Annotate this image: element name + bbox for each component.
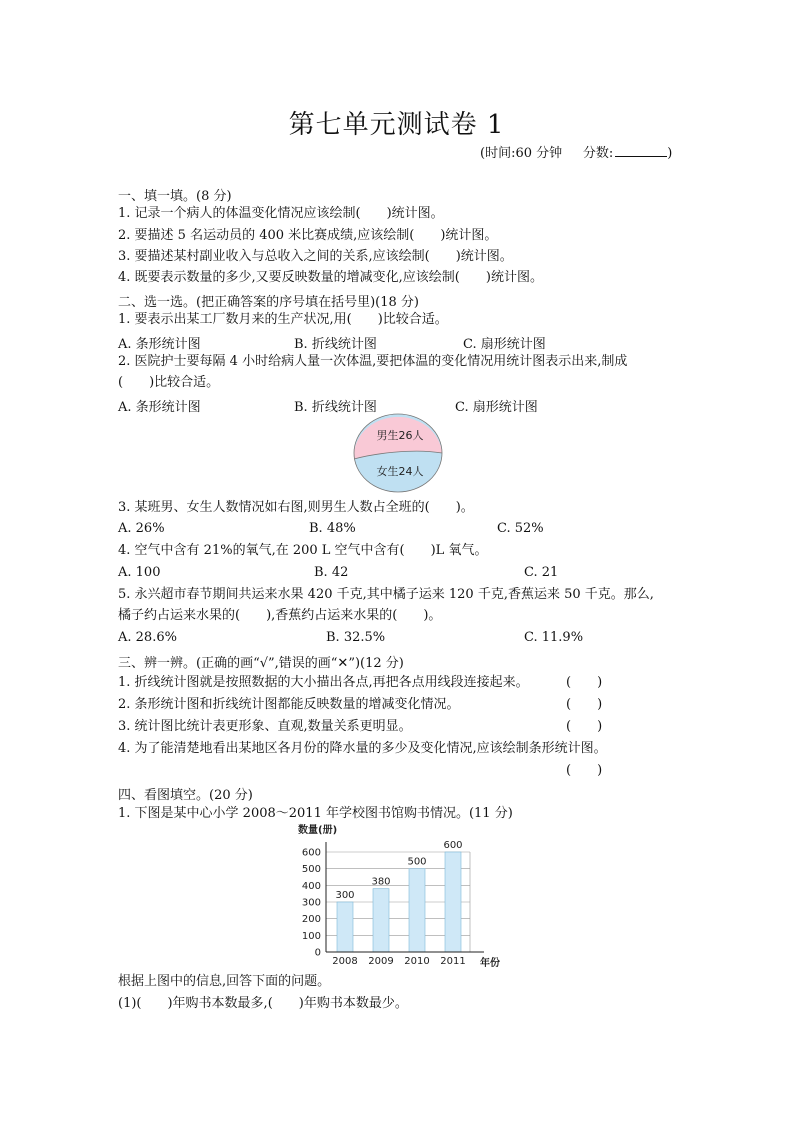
bar-value-label: 300	[335, 890, 355, 901]
exam-meta	[480, 142, 672, 161]
s2-q1-option-a: A. 条形统计图	[118, 337, 201, 352]
s2-q2-option-b: B. 折线统计图	[294, 400, 377, 415]
s2-q5-text-1: 5. 永兴超市春节期间共运来水果 420 千克,其中橘子运来 120 千克,香蕉运来 50 千克。那么,	[118, 587, 654, 602]
y-tick-label: 100	[301, 930, 321, 942]
y-tick-label: 300	[301, 897, 321, 909]
s2-q3-option-b: B. 48%	[309, 521, 356, 536]
bar-2008	[337, 902, 353, 952]
s2-q1-option-c: C. 扇形统计图	[463, 337, 546, 352]
book-purchase-bar-chart	[290, 820, 510, 972]
score-label: 分数:	[582, 146, 614, 161]
time-label: (时间:60 分钟	[480, 146, 563, 161]
x-tick-label: 2008	[332, 956, 358, 967]
x-tick-label: 2010	[404, 956, 430, 967]
s2-q5-option-a: A. 28.6%	[118, 630, 177, 645]
s4-after-text: 根据上图中的信息,回答下面的问题。	[118, 974, 331, 989]
s3-item-1-paren[interactable]: ( )	[566, 675, 603, 690]
s3-item-4: 4. 为了能清楚地看出某地区各月份的降水量的多少及变化情况,应该绘制条形统计图。	[118, 741, 607, 756]
s2-q2-text-2: ( )比较合适。	[118, 375, 220, 390]
s2-q4-option-c: C. 21	[524, 565, 559, 580]
gender-pie-chart	[352, 412, 444, 494]
s2-q4-option-a: A. 100	[118, 565, 161, 580]
s2-q2-text-1: 2. 医院护士要每隔 4 小时给病人量一次体温,要把体温的变化情况用统计图表示出来,制成	[118, 354, 628, 369]
s1-item-3: 3. 要描述某村副业收入与总收入之间的关系,应该绘制( )统计图。	[118, 249, 513, 264]
s3-item-2: 2. 条形统计图和折线统计图都能反映数量的增减变化情况。	[118, 697, 460, 712]
pie-label-boys: 男生26人	[376, 429, 424, 442]
meta-close: )	[667, 146, 673, 161]
section-1-heading: 一、填一填。(8 分)	[118, 189, 232, 204]
y-tick-label: 200	[301, 914, 321, 926]
y-tick-label: 500	[301, 864, 321, 876]
bar-value-label: 380	[371, 876, 391, 888]
y-tick-label: 0	[314, 947, 321, 959]
s1-item-1: 1. 记录一个病人的体温变化情况应该绘制( )统计图。	[118, 206, 444, 221]
s2-q3-text: 3. 某班男、女生人数情况如右图,则男生人数占全班的( )。	[118, 500, 474, 515]
bar-value-label: 500	[407, 856, 427, 868]
y-tick-label: 400	[301, 880, 321, 892]
s2-q5-option-c: C. 11.9%	[524, 630, 584, 645]
y-axis-label: 数量(册)	[298, 825, 338, 836]
s3-item-3: 3. 统计图比统计表更形象、直观,数量关系更明显。	[118, 719, 412, 734]
s4-q1-text: 1. 下图是某中心小学 2008～2011 年学校图书馆购书情况。(11 分)	[118, 806, 513, 821]
s3-item-3-paren[interactable]: ( )	[566, 719, 603, 734]
bar-2009	[373, 889, 389, 952]
x-tick-label: 2011	[440, 956, 466, 967]
bar-2011	[445, 852, 461, 952]
s4-sub1-text: (1)( )年购书本数最多,( )年购书本数最少。	[118, 996, 408, 1011]
x-tick-label: 2009	[368, 956, 394, 967]
pie-label-girls: 女生24人	[376, 465, 424, 478]
x-axis-label: 年份	[480, 958, 500, 969]
page-title: 第七单元测试卷 1	[288, 110, 505, 140]
s2-q1-text: 1. 要表示出某工厂数月来的生产状况,用( )比较合适。	[118, 312, 448, 327]
s2-q5-text-2: 橘子约占运来水果的( ),香蕉约占运来水果的( )。	[118, 608, 442, 623]
s2-q1-option-b: B. 折线统计图	[294, 337, 377, 352]
s2-q2-option-c: C. 扇形统计图	[455, 400, 538, 415]
s3-item-1: 1. 折线统计图就是按照数据的大小描出各点,再把各点用线段连接起来。	[118, 675, 529, 690]
y-tick-label: 600	[301, 847, 321, 859]
score-blank[interactable]	[615, 144, 667, 157]
bar-value-label: 600	[443, 840, 463, 851]
s2-q2-option-a: A. 条形统计图	[118, 400, 201, 415]
s2-q3-option-c: C. 52%	[497, 521, 544, 536]
section-2-heading: 二、选一选。(把正确答案的序号填在括号里)(18 分)	[118, 295, 419, 310]
s2-q4-option-b: B. 42	[314, 565, 349, 580]
s2-q5-option-b: B. 32.5%	[326, 630, 386, 645]
s1-item-4: 4. 既要表示数量的多少,又要反映数量的增减变化,应该绘制( )统计图。	[118, 270, 543, 285]
s1-item-2: 2. 要描述 5 名运动员的 400 米比赛成绩,应该绘制( )统计图。	[118, 228, 498, 243]
bar-2010	[409, 869, 425, 952]
s2-q4-text: 4. 空气中含有 21%的氧气,在 200 L 空气中含有( )L 氧气。	[118, 543, 488, 558]
section-4-heading: 四、看图填空。(20 分)	[118, 788, 253, 803]
s2-q3-option-a: A. 26%	[118, 521, 165, 536]
section-3-heading: 三、辨一辨。(正确的画“√”,错误的画“✕”)(12 分)	[118, 656, 404, 671]
s3-item-4-paren[interactable]: ( )	[566, 763, 603, 778]
s3-item-2-paren[interactable]: ( )	[566, 697, 603, 712]
